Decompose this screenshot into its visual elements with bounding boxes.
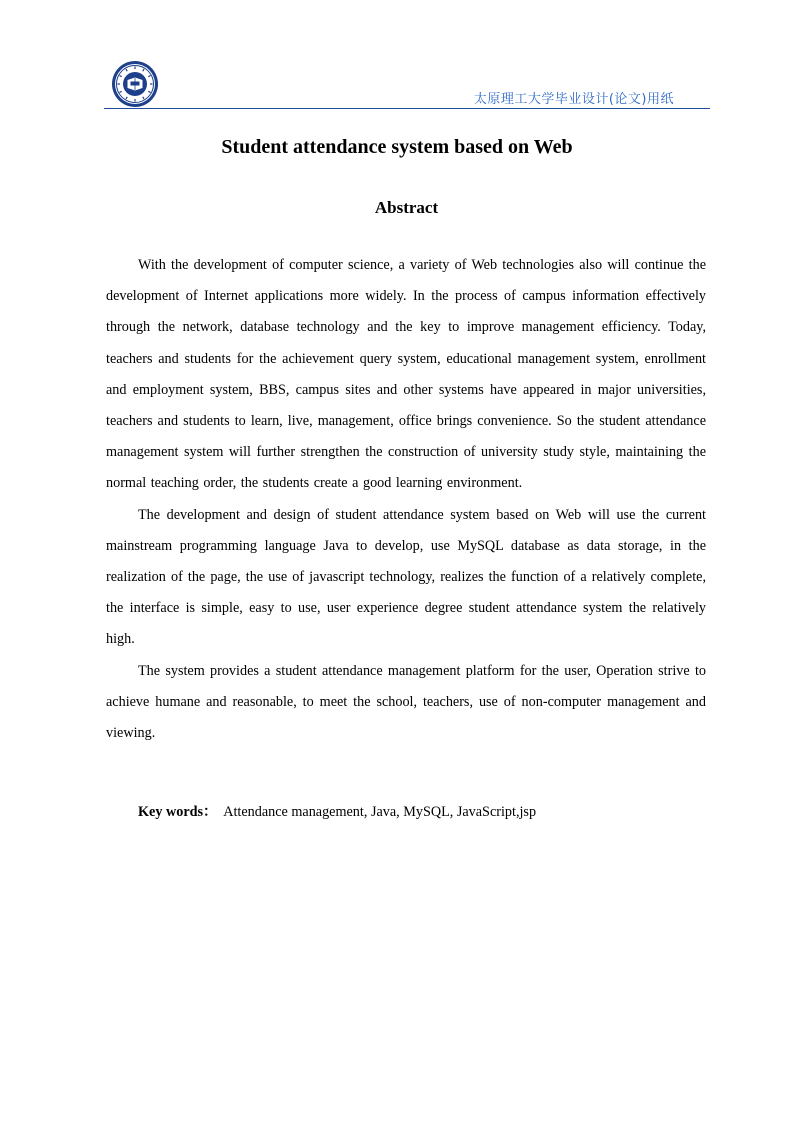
university-header-text: 太原理工大学毕业设计(论文)用纸 xyxy=(473,92,674,107)
university-seal-icon xyxy=(111,60,159,108)
abstract-heading: Abstract xyxy=(374,198,439,217)
document-title: Student attendance system based on Web xyxy=(221,136,573,158)
header-rule xyxy=(104,108,710,109)
abstract-paragraph: With the development of computer science, a variety of Web technologies also will continue the development of Internet applications more widely. In the process of campus information effectively through the network, database technology and the key to improve management efficiency. Today, teachers and students for the achievement query system, educational management system, enrollment and employment system, BBS, campus sites and other systems have appeared in major universities, teachers and students to learn, live, management, office brings convenience. So the student attendance management system will further strengthen the construction of university study style, maintaining the normal teaching order, the students create a good learning environment. xyxy=(106,257,706,492)
keywords-value: Attendance management, Java, MySQL, JavaScript,jsp xyxy=(223,804,537,820)
abstract-body xyxy=(106,250,706,749)
keywords-line xyxy=(138,801,536,823)
abstract-paragraph: The development and design of student attendance system based on Web will use the current mainstream programming language Java to develop, use MySQL database as data storage, in the realization of the page, the use of javascript technology, realizes the function of a relatively complete, the interface is simple, easy to use, user experience degree student attendance system the relatively high. xyxy=(106,506,706,648)
keywords-label: Key words： xyxy=(138,804,218,820)
abstract-paragraph: The system provides a student attendance management platform for the user, Operation strive to achieve humane and reasonable, to meet the school, teachers, use of non-computer management and viewing. xyxy=(106,662,706,742)
